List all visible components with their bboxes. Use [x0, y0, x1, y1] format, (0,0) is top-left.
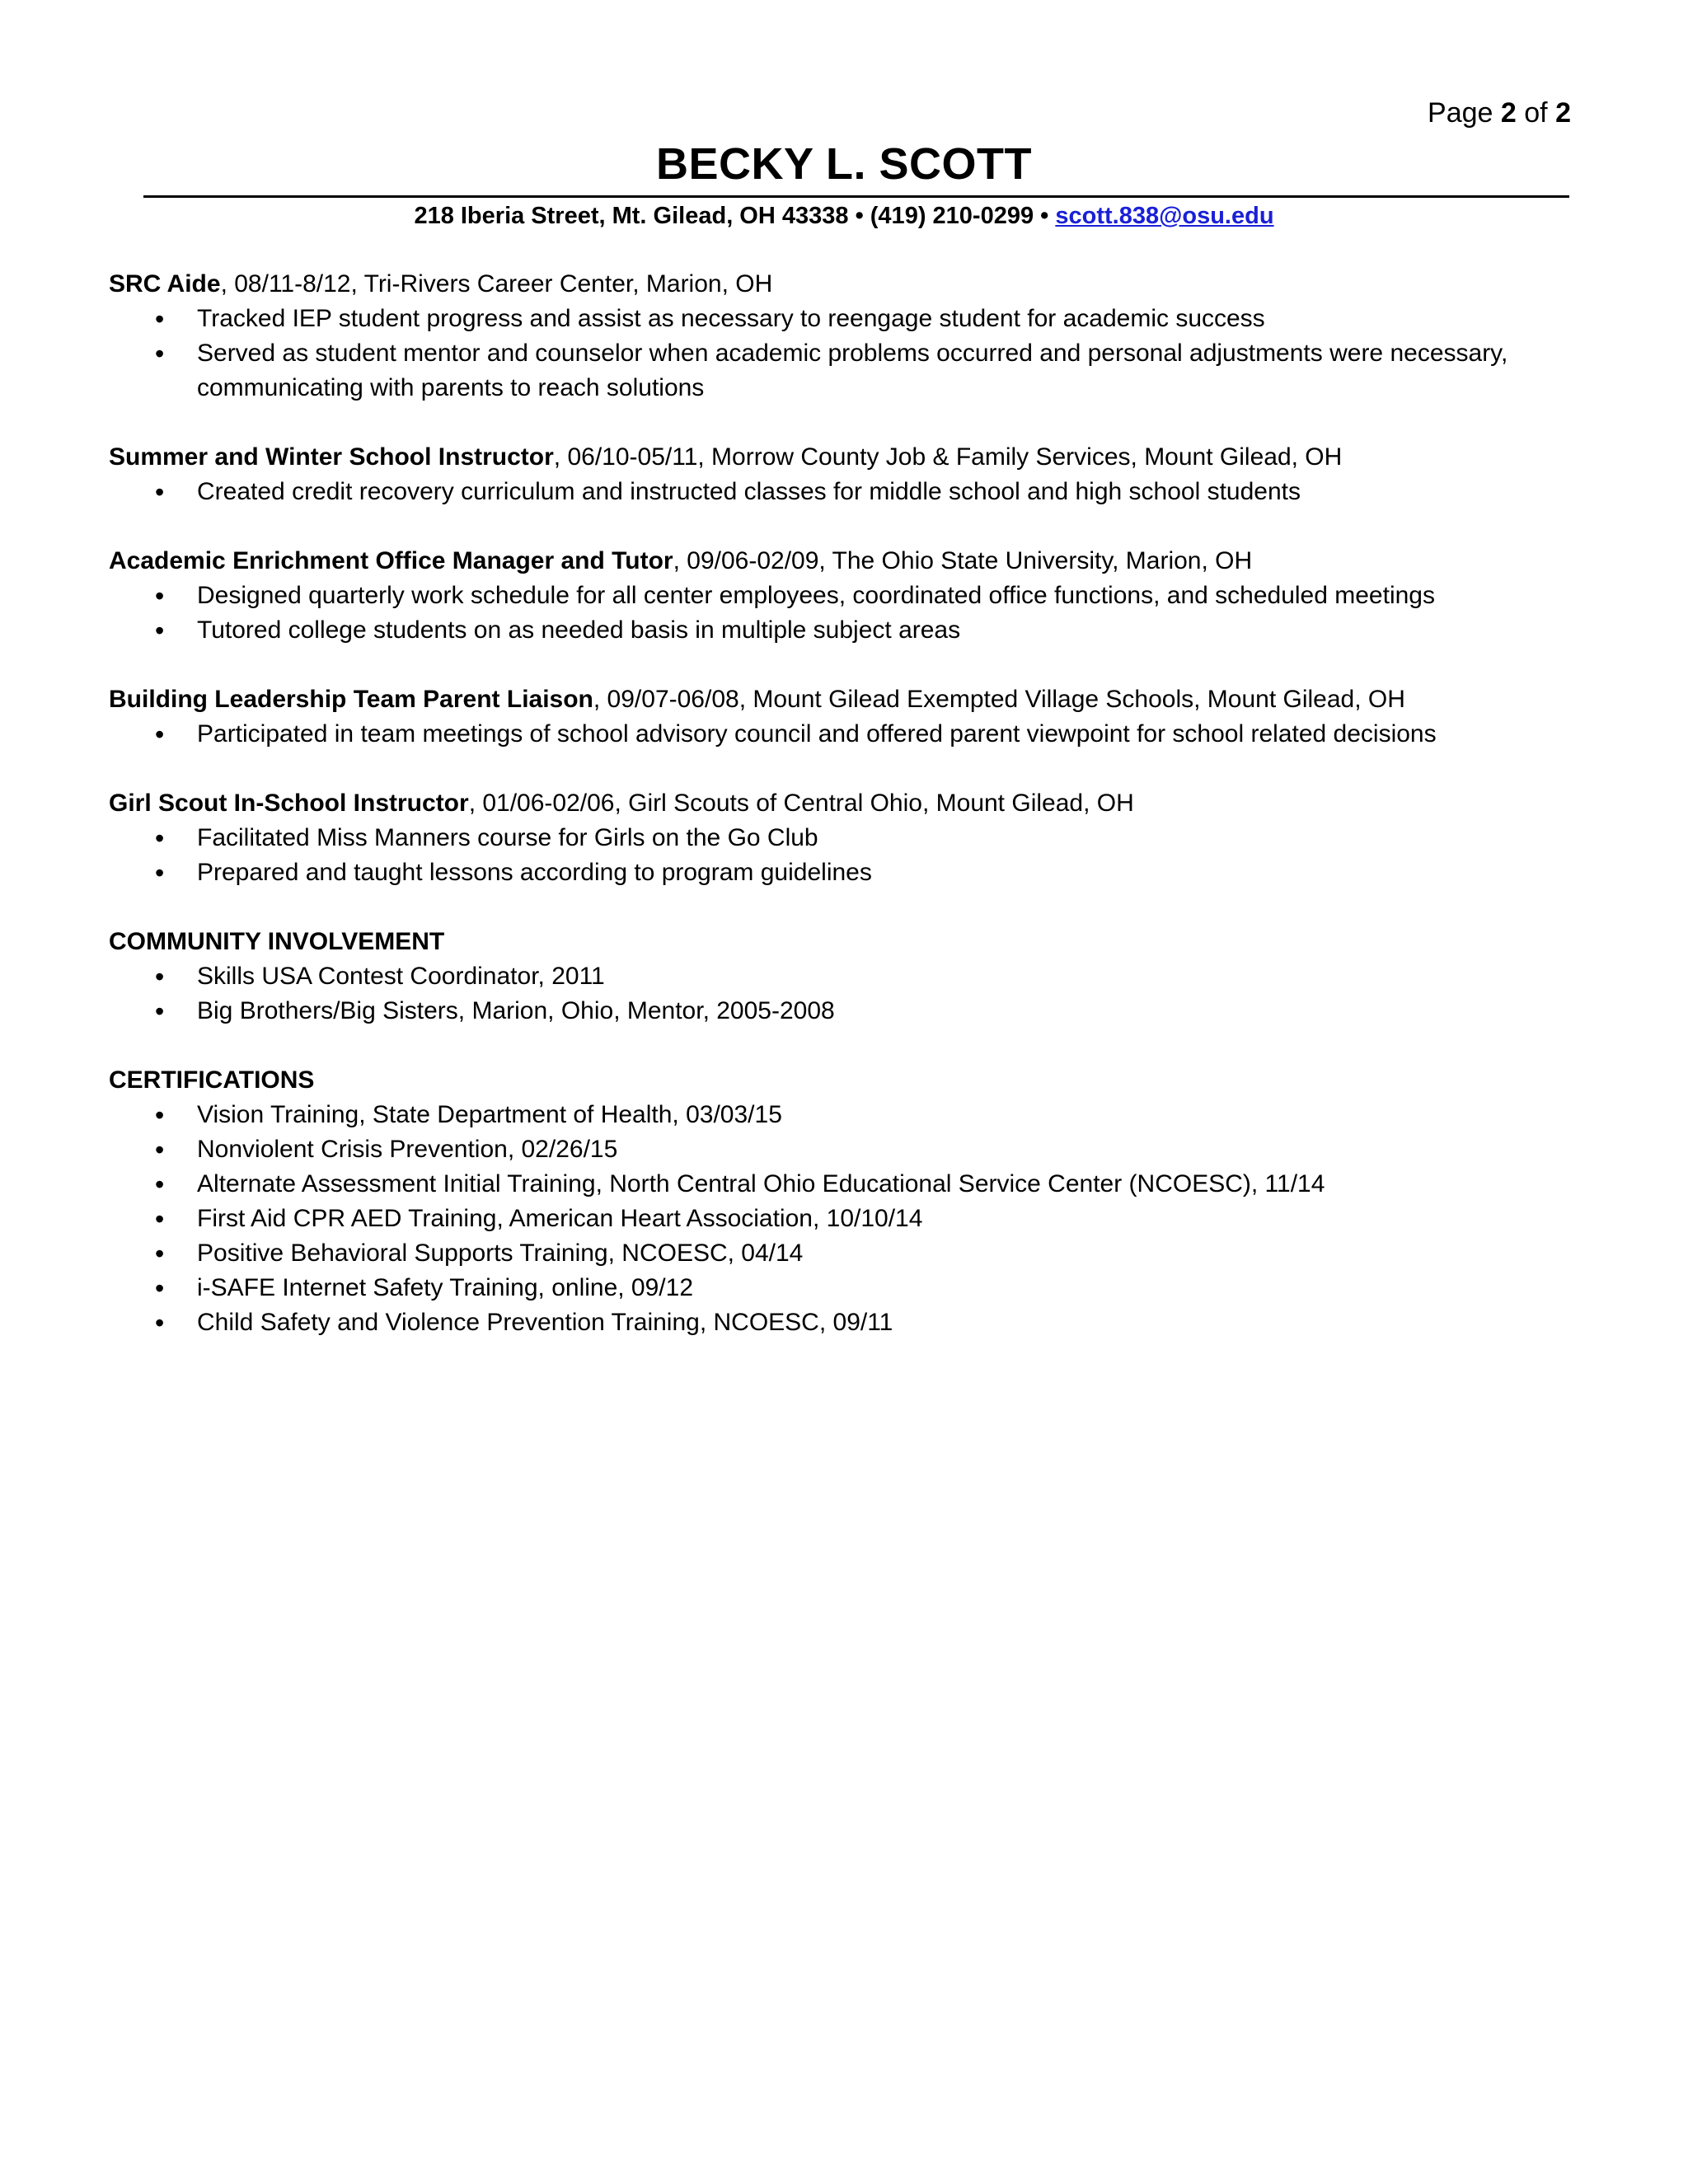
- header-divider: [143, 195, 1569, 198]
- job-title: Girl Scout In-School Instructor: [109, 790, 469, 817]
- job-details: , 06/10-05/11, Morrow County Job & Family Services, Mount Gilead, OH: [553, 443, 1343, 471]
- page-total: 2: [1555, 97, 1571, 129]
- community-list: [109, 959, 1592, 1029]
- resume-name: BECKY L. SCOTT: [655, 139, 1033, 189]
- page-prefix: Page: [1428, 97, 1501, 129]
- job-bullet: • Created credit recovery curriculum and instructed classes for middle school and high school students: [109, 475, 1592, 509]
- community-heading: COMMUNITY INVOLVEMENT: [109, 928, 445, 955]
- community-section: [109, 925, 1592, 1029]
- job-entry: [109, 267, 1592, 405]
- job-title: Building Leadership Team Parent Liaison: [109, 686, 593, 713]
- resume-content: [109, 267, 1592, 1375]
- job-entry: [109, 682, 1592, 752]
- job-details: , 01/06-02/06, Girl Scouts of Central Ohio, Mount Gilead, OH: [468, 790, 1134, 817]
- job-details: , 09/06-02/09, The Ohio State University, Marion, OH: [673, 547, 1253, 574]
- page-current: 2: [1500, 97, 1517, 129]
- page-number: [1428, 97, 1571, 129]
- job-bullet: • Facilitated Miss Manners course for Girls on the Go Club: [109, 821, 1592, 855]
- job-title: SRC Aide: [109, 270, 221, 298]
- community-item: • Skills USA Contest Coordinator, 2011: [109, 959, 1592, 994]
- contact-address: 218 Iberia Street, Mt. Gilead, OH 43338 • (419) 210-0299 •: [414, 203, 1056, 229]
- certification-item: • First Aid CPR AED Training, American Heart Association, 10/10/14: [109, 1202, 1592, 1236]
- certification-item: • Alternate Assessment Initial Training, North Central Ohio Educational Service Center (NCOESC), 11/14: [109, 1167, 1592, 1202]
- page-mid: of: [1516, 97, 1556, 129]
- job-bullets: [109, 579, 1592, 648]
- job-bullet: • Participated in team meetings of school advisory council and offered parent viewpoint for school related decisions: [109, 717, 1592, 752]
- job-entry: [109, 786, 1592, 890]
- job-details: , 09/07-06/08, Mount Gilead Exempted Village Schools, Mount Gilead, OH: [593, 686, 1405, 713]
- certification-item: • Vision Training, State Department of Health, 03/03/15: [109, 1098, 1592, 1132]
- job-bullets: [109, 302, 1592, 405]
- job-heading: [109, 544, 1592, 579]
- job-bullets: [109, 717, 1592, 752]
- job-entry: [109, 544, 1592, 648]
- certifications-heading: CERTIFICATIONS: [109, 1066, 315, 1094]
- certification-item: • i-SAFE Internet Safety Training, online, 09/12: [109, 1271, 1592, 1305]
- job-heading: [109, 682, 1592, 717]
- certification-item: • Nonviolent Crisis Prevention, 02/26/15: [109, 1132, 1592, 1167]
- job-heading: [109, 440, 1592, 475]
- certifications-section: [109, 1063, 1592, 1340]
- job-bullets: [109, 475, 1592, 509]
- job-bullet: • Served as student mentor and counselor when academic problems occurred and personal adjustments were necessary, communicating with parents to reach solutions: [109, 336, 1592, 405]
- job-bullet: • Prepared and taught lessons according to program guidelines: [109, 855, 1592, 890]
- job-details: , 08/11-8/12, Tri-Rivers Career Center, Marion, OH: [220, 270, 773, 298]
- job-bullet: • Designed quarterly work schedule for all center employees, coordinated office functions, and scheduled meetings: [109, 579, 1592, 613]
- job-heading: [109, 267, 1592, 302]
- job-title: Summer and Winter School Instructor: [109, 443, 554, 471]
- community-item: • Big Brothers/Big Sisters, Marion, Ohio, Mentor, 2005-2008: [109, 994, 1592, 1029]
- job-bullet: • Tracked IEP student progress and assist as necessary to reengage student for academic success: [109, 302, 1592, 336]
- job-heading: [109, 786, 1592, 821]
- certifications-list: [109, 1098, 1592, 1340]
- job-title: Academic Enrichment Office Manager and Tutor: [109, 547, 673, 574]
- certification-item: • Positive Behavioral Supports Training, NCOESC, 04/14: [109, 1236, 1592, 1271]
- certification-item: • Child Safety and Violence Prevention Training, NCOESC, 09/11: [109, 1305, 1592, 1340]
- job-entry: [109, 440, 1592, 509]
- job-bullet: • Tutored college students on as needed basis in multiple subject areas: [109, 613, 1592, 648]
- email-link[interactable]: scott.838@osu.edu: [1055, 203, 1274, 229]
- job-bullets: [109, 821, 1592, 890]
- contact-line: [0, 203, 1688, 230]
